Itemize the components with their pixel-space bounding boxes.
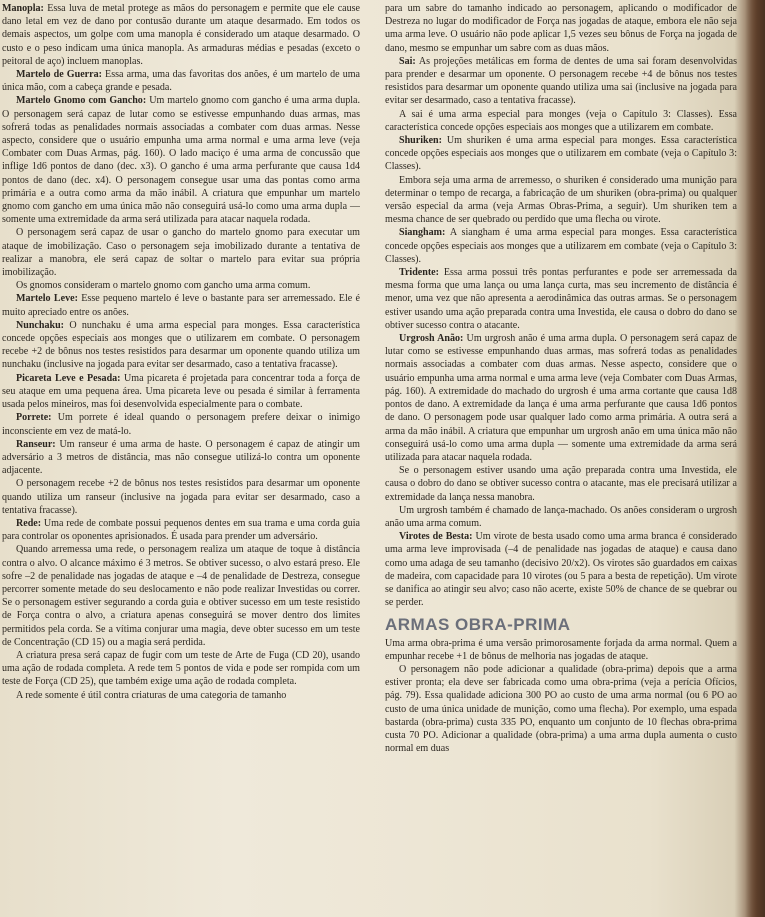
paragraph bbox=[385, 174, 737, 227]
paragraph bbox=[385, 134, 737, 174]
entry-text: Embora seja uma arma de arremesso, o shuriken é considerado uma munição para determinar o tempo de recarga, a fabricação de um shuriken (obra-prima) ou qualquer versão especial da arma (veja Armas Obras-Prima, a seguir). Um shuriken tem a mesma chance de ser quebrado ou perdido que uma flecha ou virote. bbox=[385, 174, 737, 226]
paragraph bbox=[2, 438, 360, 478]
entry-text: O personagem recebe +2 de bônus nos testes resistidos para desarmar um oponente quando utiliza um ranseur (inclusive na jogada para evitar ser desarmado, caso a tentativa fracasse). bbox=[2, 478, 360, 516]
entry-term: Shuriken: bbox=[399, 135, 442, 147]
paragraph bbox=[2, 477, 360, 517]
entry-term: Sai: bbox=[399, 55, 416, 67]
paragraph bbox=[2, 226, 360, 279]
paragraph bbox=[2, 689, 360, 702]
paragraph bbox=[385, 332, 737, 464]
right-column bbox=[385, 2, 737, 917]
paragraph bbox=[2, 411, 360, 437]
paragraph bbox=[2, 94, 360, 226]
entry-text: Uma picareta é projetada para concentrar toda a força de seu ataque em uma pequena área. Uma picareta leve ou pesada é similar à ferramenta usada pelos mineiros, mas foi desenvolvida especialmente para o combate. bbox=[2, 372, 360, 411]
section-heading: ARMAS OBRA-PRIMA bbox=[385, 615, 571, 635]
entry-text: Um shuriken é uma arma especial para monges. Essa característica concede opções especiais aos monges que o utilizarem em combate (veja o Capítulo 3: Classes). bbox=[385, 135, 737, 173]
paragraph bbox=[385, 663, 737, 755]
entry-text: Essa arma, uma das favoritas dos anões, é um martelo de uma única mão, com a cabeça grande e pesada. bbox=[2, 69, 360, 94]
entry-text: As projeções metálicas em forma de dentes de uma sai foram desenvolvidas para prender e desarmar um oponente. O personagem recebe +4 de bônus nos testes resistidos para desarmar um oponente quando utiliza uma sai (inclusive na jogada para evitar ser desarmado, caso a tentativa fracasse). bbox=[385, 55, 737, 107]
entry-text: Essa arma possui três pontas perfurantes e pode ser arremessada da mesma forma que uma lança ou uma lança curta, mas seu incremento de distância é menor, uma vez que não apresenta a aerodinâmica das outras armas. Se o personagem estiver usando uma ação preparada contra uma Investida, ele causa o dobro do dano se obtiver sucesso contra o atacante. bbox=[385, 267, 737, 331]
paragraph bbox=[385, 108, 737, 134]
entry-text: O personagem será capaz de usar o gancho do martelo gnomo para executar um ataque de imobilização. Caso o personagem seja imobilizado durante a tentativa de realizar a manobra, ele será capaz de soltar o martelo para evitar sua própria imobilização. bbox=[2, 227, 360, 279]
entry-text: Um urgrosh anão é uma arma dupla. O personagem será capaz de lutar como se estivesse empunhando duas armas, mas sofrerá todas as penalidades normais associadas a combater com duas armas. Nesse aspecto, considere que o usuário empunha uma arma normal e uma arma leve (veja Combater com Duas Armas, pág. 160). A extremidade do machado do urgrosh é uma arma cortante que causa 1d8 pontos de dano. A extremidade da lança é uma arma perfurante que causa 1d6 pontos de dano. O personagem pode usar qualquer lado como arma primária. A outra será a arma da mão inábil. A criatura que empunhar um urgrosh anão em uma única mão não conseguirá usá-lo como uma arma dupla — somente uma extremidade da arma será utilizada para atacar naquela rodada. bbox=[385, 333, 737, 463]
paragraph bbox=[2, 279, 360, 292]
entry-text: Se o personagem estiver usando uma ação preparada contra uma Investida, ele causa o dobro do dano se obtiver sucesso contra o atacante, mas ele precisará utilizar a extremidade da lança nessa manobra. bbox=[385, 465, 737, 503]
paragraph bbox=[385, 266, 737, 332]
entry-term: Martelo Leve: bbox=[16, 293, 78, 305]
paragraph bbox=[385, 530, 737, 609]
entry-term: Martelo de Guerra: bbox=[16, 69, 102, 81]
entry-text: para um sabre do tamanho indicado ao personagem, aplicando o modificador de Destreza no lugar do modificador de Força nas jogadas de ataque, embora ele não seja uma arma leve. O usuário não pode aplicar 1,5 vezes seu bônus de Força na jogada de dano, mesmo se empunhar um sabre com as duas mãos. bbox=[385, 3, 737, 54]
paragraph bbox=[2, 517, 360, 543]
entry-text: Um porrete é ideal quando o personagem prefere deixar o inimigo inconsciente em vez de matá-lo. bbox=[2, 412, 360, 437]
left-column bbox=[0, 2, 360, 917]
paragraph bbox=[2, 372, 360, 412]
paragraph bbox=[385, 464, 737, 504]
entry-term: Virotes de Besta: bbox=[399, 531, 473, 543]
paragraph bbox=[385, 55, 737, 108]
entry-text: A rede somente é útil contra criaturas de uma categoria de tamanho bbox=[16, 689, 287, 701]
entry-text: Os gnomos consideram o martelo gnomo com gancho uma arma comum. bbox=[16, 280, 311, 292]
entry-term: Tridente: bbox=[399, 267, 439, 279]
entry-text: A siangham é uma arma especial para monges. Essa característica concede opções especiais aos monges que a utilizarem em combate (veja o Capítulo 3: Classes). bbox=[385, 227, 737, 265]
paragraph bbox=[2, 68, 360, 94]
entry-term: Martelo Gnomo com Gancho: bbox=[16, 95, 147, 107]
entry-text: Quando arremessa uma rede, o personagem realiza um ataque de toque à distância contra o alvo. O alcance máximo é 3 metros. Se obtiver sucesso, o alvo estará preso. Ele sofre –2 de penalidade nas jogadas de ataque e –4 de penalidade de Destreza, consegue percorrer somente metade do seu deslocamento e não pode realizar Investidas ou correr. Se o personagem estiver segurando a corda guia e obtiver sucesso em um teste resistido de Força contra o alvo, a criatura apenas conseguirá se mover dentro dos limites permitidos pela corda. Se a vítima conjurar uma magia, deve obter sucesso em um teste de Concentração (CD 15) ou a magia será perdida. bbox=[2, 544, 360, 648]
paragraph bbox=[385, 504, 737, 530]
entry-text: A criatura presa será capaz de fugir com um teste de Arte de Fuga (CD 20), usando uma ação de rodada completa. A rede tem 5 pontos de vida e pode ser rompida com um teste de Força (CD 25), que também exige uma ação de rodada completa. bbox=[2, 649, 360, 688]
paragraph bbox=[2, 543, 360, 649]
entry-text: O nunchaku é uma arma especial para monges. Essa característica concede opções especiais aos monges que o utilizarem em combate. O personagem recebe +2 de bônus nos testes resistidos para desarmar um oponente quando utiliza um nunchaku (inclusive na jogada para evitar ser desarmado, caso a tentativa fracasse). bbox=[2, 319, 360, 371]
paragraph bbox=[2, 649, 360, 689]
entry-term: Urgrosh Anão: bbox=[399, 333, 464, 345]
entry-term: Nunchaku: bbox=[16, 319, 65, 331]
paragraph bbox=[2, 319, 360, 372]
paragraph bbox=[2, 292, 360, 318]
paragraph bbox=[385, 226, 737, 266]
paragraph bbox=[385, 2, 737, 55]
page-edge-shadow bbox=[745, 0, 765, 917]
entry-term: Picareta Leve e Pesada: bbox=[16, 372, 121, 384]
paragraph bbox=[385, 637, 737, 663]
entry-text: Uma rede de combate possui pequenos dentes em sua trama e uma corda guia para controlar os oponentes aprisionados. É usada para prender um adversário. bbox=[2, 517, 360, 543]
entry-text: A sai é uma arma especial para monges (veja o Capítulo 3: Classes). Essa característica concede opções especiais aos monges que a utilizarem em combate. bbox=[385, 108, 737, 133]
entry-text: Uma arma obra-prima é uma versão primorosamente forjada da arma normal. Quem a empunhar recebe +1 de bônus de melhoria nas jogadas de ataque. bbox=[385, 637, 737, 662]
entry-term: Rede: bbox=[16, 517, 42, 529]
entry-text: Esse pequeno martelo é leve o bastante para ser arremessado. Ele é muito apreciado entre os anões. bbox=[2, 293, 360, 318]
entry-text: O personagem não pode adicionar a qualidade (obra-prima) depois que a arma estiver pronta; ela deve ser fabricada como uma obra-prima (veja a perícia Ofícios, pág. 79). Essa qualidade adiciona 300 PO ao custo de uma arma normal (ou 6 PO ao custo de uma única unidade de munição, como uma flecha). Por exemplo, uma espada bastarda (obra-prima) custa 335 PO, enquanto um conjunto de 10 flechas obra-prima custa 70 PO. Adicionar a qualidade (obra-prima) a uma arma dupla aumenta o custo normal em duas bbox=[385, 663, 737, 755]
paragraph bbox=[2, 2, 360, 68]
entry-term: Siangham: bbox=[399, 227, 446, 239]
entry-text: Um ranseur é uma arma de haste. O personagem é capaz de atingir um adversário a 3 metros de distância, mas não consegue utilizá-lo contra um oponente adjacente. bbox=[2, 438, 360, 477]
entry-term: Ranseur: bbox=[16, 438, 56, 450]
entry-term: Manopla: bbox=[2, 3, 44, 14]
entry-text: Um urgrosh também é chamado de lança-machado. Os anões consideram o urgrosh anão uma arma comum. bbox=[385, 504, 737, 529]
entry-text: Essa luva de metal protege as mãos do personagem e permite que ele cause dano letal em vez de dano por contusão durante um ataque desarmado. Em todos os demais aspectos, um golpe com uma manopla é considerado um ataque desarmado. O custo e o peso indicam uma única manopla. As armaduras médias e pesadas (exceto o peitoral de aço) incluem manoplas. bbox=[2, 3, 360, 67]
entry-text: Um virote de besta usado como uma arma branca é considerado uma arma leve improvisada (–4 de penalidade nas jogadas de ataque) e causa dano como uma adaga de seu tamanho (decisivo 20/x2). Os virotes são guardados em caixas de madeira, com capacidade para 10 virotes (ou 5 para a besta de repetição). Um virote se danifica ao atingir seu alvo; caso não acerte, existe 50% de chance de se quebrar ou se perder. bbox=[385, 531, 737, 609]
entry-term: Porrete: bbox=[16, 412, 52, 424]
entry-text: Um martelo gnomo com gancho é uma arma dupla. O personagem será capaz de lutar como se estivesse empunhando duas armas, mas sofrerá todas as penalidades normais associadas a combater com duas armas. Nesse aspecto, considere que o usuário empunha uma arma normal e uma arma leve (veja Combater com Duas Armas, pág. 160). O lado maciço é uma arma de concussão que inflige 1d6 pontos de dano (dec. x3). O gancho é uma arma perfurante que causa 1d4 pontos de dano (dec. x4). O personagem consegue usar uma das pontas como arma primária e a outra como arma da mão inábil. A criatura que empunhar um martelo gnomo com gancho em uma única mão não conseguirá usá-lo como uma arma dupla — somente uma extremidade da arma será utilizada para atacar naquela rodada. bbox=[2, 95, 360, 226]
